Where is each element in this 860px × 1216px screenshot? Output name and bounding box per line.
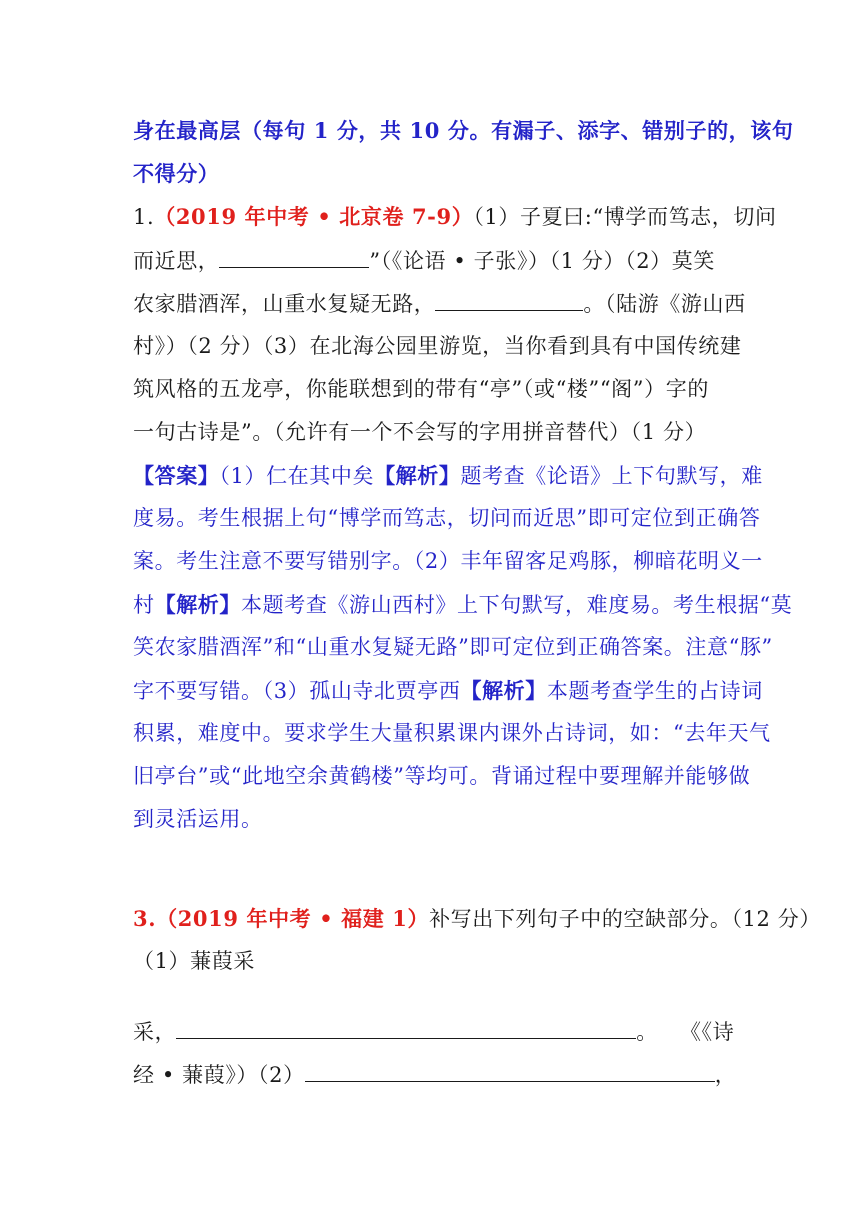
question-text: 补写出下列句子中的空缺部分。（12 分） [429, 907, 821, 931]
question-1-line-5: 筑风格的五龙亭，你能联想到的带有“亭”（或“楼”“阁”）字的 [133, 377, 709, 401]
answer-line-5: 笑农家腊酒浑”和“山重水复疑无路”即可定位到正确答案。注意“豚” [133, 635, 773, 659]
analysis-label: 【解析】 [460, 678, 547, 703]
question-text: 而近思， [133, 249, 220, 273]
answer-line-9: 到灵活运用。 [133, 807, 263, 831]
question-text: 经 • 蒹葭》）（2） [133, 1063, 305, 1087]
question-text: 。 《《诗 [636, 1020, 735, 1044]
question-1-line-6: 一句古诗是”。（允许有一个不会写的字用拼音替代）（1 分） [133, 420, 707, 444]
question-1-line-1 [133, 206, 777, 228]
answer-blank[interactable] [219, 249, 369, 268]
intro-line-2: 不得分） [133, 161, 220, 186]
answer-text: 村 [133, 593, 155, 617]
answer-line-8: 旧亭台”或“此地空余黄鹤楼”等均可。背诵过程中要理解并能够做 [133, 764, 751, 788]
answer-blank[interactable] [435, 292, 583, 311]
question-3-line-4 [133, 1063, 736, 1086]
question-text: ”（《论语 • 子张》）（1 分）（2）莫笑 [369, 249, 715, 273]
question-source: 3.（2019 年中考 • 福建 1） [133, 906, 430, 931]
answer-line-4 [133, 594, 792, 616]
analysis-label: 【解析】 [374, 463, 461, 488]
answer-text: （1）仁在其中矣 [219, 464, 375, 488]
intro-line-1: 身在最高层（每句 1 分，共 10 分。有漏子、添字、错别子的，该句 [133, 118, 794, 143]
answer-line-3: 案。考生注意不要写错别字。（2）丰年留客足鸡豚，柳暗花明义一 [133, 549, 763, 573]
question-number: 1. [133, 205, 155, 229]
question-1-line-3 [133, 292, 746, 315]
question-3-line-3 [133, 1020, 734, 1043]
answer-line-7: 积累，难度中。要求学生大量积累课内课外占诗词，如：“去年天气 [133, 721, 771, 745]
question-text: 采， [133, 1020, 177, 1044]
analysis-text: 本题考查《游山西村》上下句默写，难度易。考生根据“莫 [241, 593, 793, 617]
question-3-line-1 [133, 908, 821, 930]
answer-line-1 [133, 465, 763, 487]
question-text: 。（陆游《游山西 [583, 292, 746, 316]
question-1-line-2 [133, 249, 715, 272]
question-1-line-4: 村》）（2 分）（3）在北海公园里游览，当你看到具有中国传统建 [133, 334, 742, 358]
analysis-text: 本题考查学生的占诗词 [546, 679, 763, 703]
answer-line-2: 度易。考生根据上句“博学而笃志，切问而近思”即可定位到正确答 [133, 506, 761, 530]
answer-line-6 [133, 680, 763, 702]
answer-text: 字不要写错。（3）孤山寺北贾亭西 [133, 679, 461, 703]
question-text: （1）子夏曰:“博学而笃志，切问 [473, 205, 777, 229]
question-text: 农家腊酒浑，山重水复疑无路， [133, 292, 436, 316]
question-text: ， [714, 1063, 737, 1087]
analysis-label: 【解析】 [154, 592, 242, 617]
analysis-text: 题考查《论语》上下句默写，难 [460, 464, 763, 488]
question-source: （2019 年中考 • 北京卷 7-9） [154, 204, 474, 229]
answer-blank[interactable] [305, 1063, 715, 1082]
question-3-line-2: （1）蒹葭采 [133, 949, 255, 973]
answer-blank[interactable] [176, 1020, 636, 1039]
answer-label: 【答案】 [133, 463, 220, 488]
